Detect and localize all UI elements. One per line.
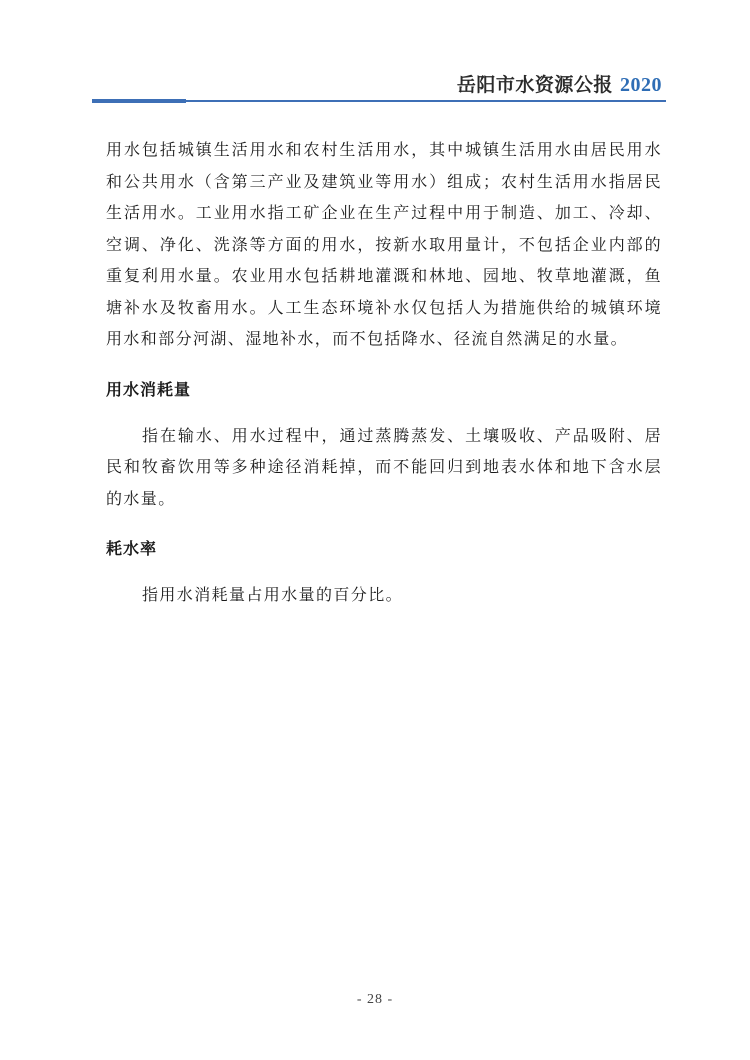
section-heading-water-consumption: 用水消耗量: [106, 379, 192, 399]
page-body: [106, 134, 662, 611]
report-title: [457, 70, 662, 97]
report-title-text: 岳阳市水资源公报: [456, 74, 613, 96]
section-heading-consumption-rate: 耗水率: [106, 539, 158, 558]
page-number: - 28 -: [356, 992, 394, 1007]
consumption-rate-paragraph: 指用水消耗量占用水量的百分比。: [142, 585, 404, 604]
water-use-definition-paragraph: 用水包括城镇生活用水和农村生活用水，其中城镇生活用水由居民用水和公共用水（含第三产业及建筑业等用水）组成；农村生活用水指居民生活用水。工业用水指工矿企业在生产过程中用于制造、加工、冷却、空调、净化、洗涤等方面的用水，按新水取用量计，不包括企业内部的重复利用水量。农业用水包括耕地灌溉和林地、园地、牧草地灌溉，鱼塘补水及牧畜用水。人工生态环境补水仅包括人为措施供给的城镇环境用水和部分河湖、湿地补水，而不包括降水、径流自然满足的水量。: [106, 140, 662, 348]
header-divider-accent: [92, 99, 186, 103]
report-year: 2020: [620, 74, 662, 96]
water-consumption-paragraph: 指在输水、用水过程中，通过蒸腾蒸发、土壤吸收、产品吸附、居民和牧畜饮用等多种途径消耗掉，而不能回归到地表水体和地下含水层的水量。: [106, 425, 662, 508]
